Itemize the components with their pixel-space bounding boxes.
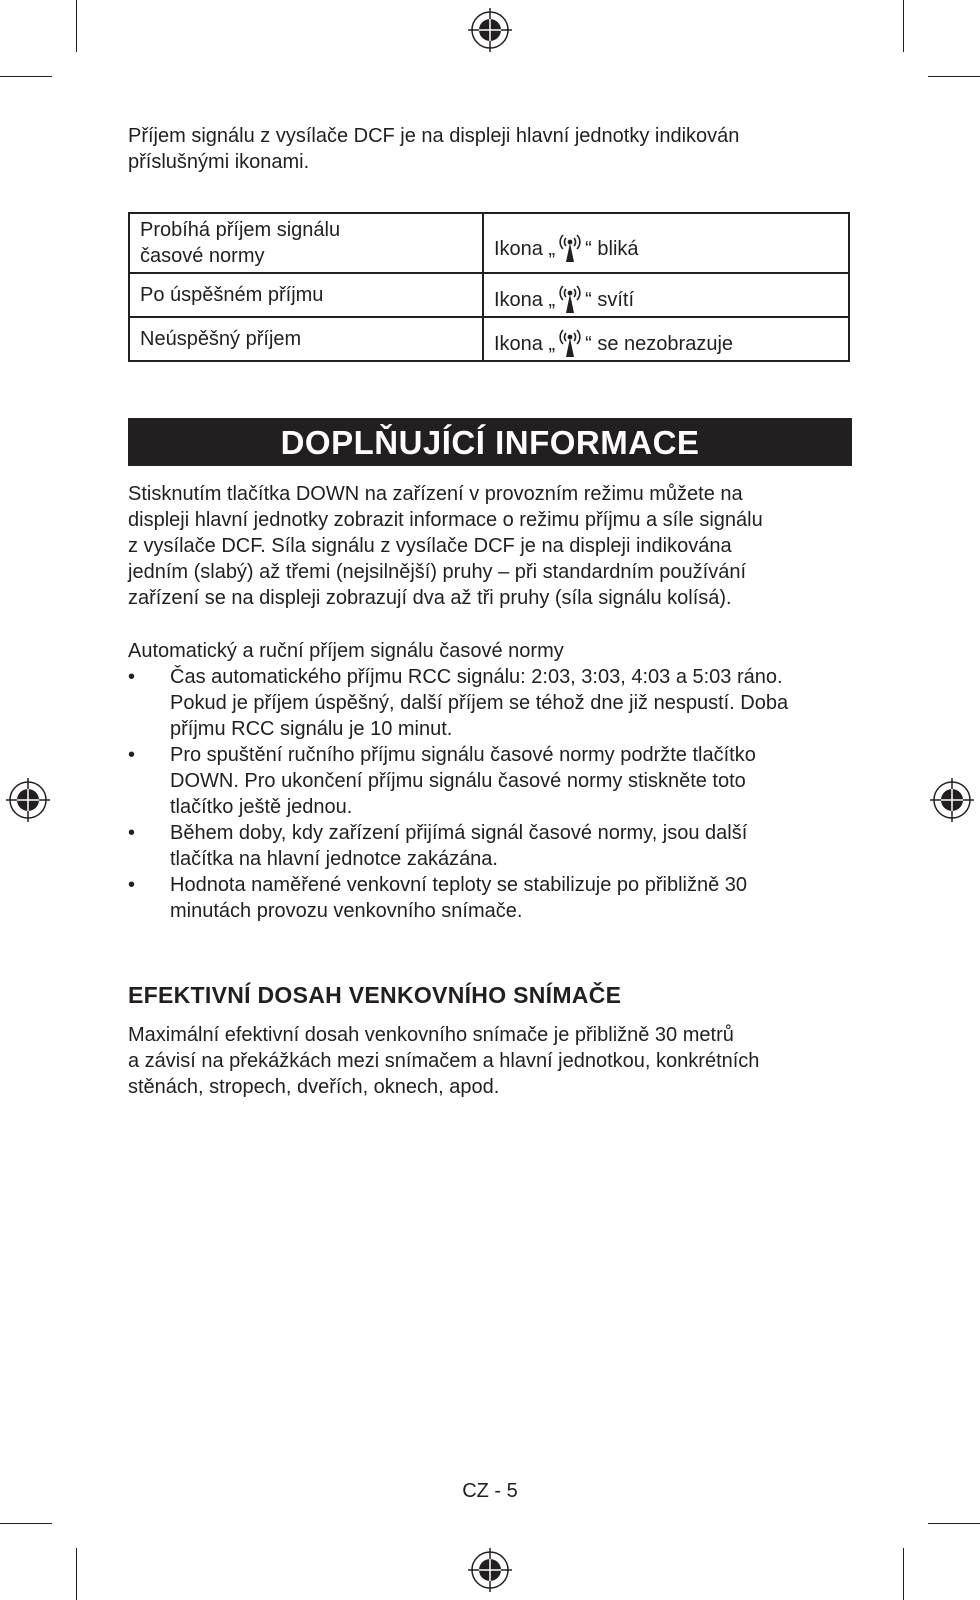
crop-mark (928, 76, 980, 77)
table-cell-icon-state (483, 317, 849, 361)
list-line: Čas automatického příjmu RCC signálu: 2:03, 3:03, 4:03 a 5:03 ráno. (170, 666, 783, 688)
section-title-banner: DOPLŇUJÍCÍ INFORMACE (128, 418, 852, 466)
intro-line: příslušnými ikonami. (128, 151, 310, 173)
list-item (128, 820, 858, 872)
bullet-icon: • (128, 666, 136, 688)
list-line: tlačítko ještě jednou. (170, 796, 353, 818)
section-paragraph (128, 481, 858, 611)
table-row (129, 317, 849, 361)
icon-suffix: “ se nezobrazuje (585, 333, 734, 355)
list-line: Pro spuštění ručního příjmu signálu časové normy podržte tlačítko (170, 744, 756, 766)
antenna-signal-icon (556, 231, 584, 263)
paragraph-line: zařízení se na displeji zobrazují dva až tři pruhy (síla signálu kolísá). (128, 587, 732, 609)
list-item (128, 664, 858, 742)
icon-suffix: “ svítí (585, 289, 635, 311)
crop-mark (903, 1548, 904, 1600)
paragraph-line: a závisí na překážkách mezi snímačem a hlavní jednotkou, konkrétních (128, 1050, 760, 1072)
bullet-list (128, 664, 858, 924)
antenna-signal-icon (556, 326, 584, 358)
table-cell-icon-state (483, 213, 849, 273)
icon-prefix: Ikona „ (494, 238, 556, 260)
list-line: Hodnota naměřené venkovní teploty se stabilizuje po přibližně 30 (170, 874, 748, 896)
subheading: Automatický a ruční příjem signálu časové normy (128, 640, 564, 662)
cell-line: Probíhá příjem signálu (140, 219, 341, 241)
crop-mark (76, 1548, 77, 1600)
registration-mark-icon (468, 1548, 512, 1592)
list-line: Během doby, kdy zařízení přijímá signál časové normy, jsou další (170, 822, 748, 844)
paragraph-line: Stisknutím tlačítka DOWN na zařízení v provozním režimu můžete na (128, 483, 743, 505)
table-row (129, 213, 849, 273)
range-paragraph (128, 1022, 858, 1100)
table-cell-state (129, 317, 483, 361)
crop-mark (928, 1523, 980, 1524)
registration-mark-icon (930, 778, 974, 822)
cell-line: Po úspěšném příjmu (140, 284, 324, 306)
icon-prefix: Ikona „ (494, 289, 556, 311)
table-row (129, 273, 849, 317)
crop-mark (76, 0, 77, 52)
icon-suffix: “ bliká (585, 238, 639, 260)
registration-mark-icon (468, 8, 512, 52)
list-line: Pokud je příjem úspěšný, další příjem se téhož dne již nespustí. Doba (170, 692, 789, 714)
crop-mark (0, 1523, 52, 1524)
list-line: příjmu RCC signálu je 10 minut. (170, 718, 453, 740)
list-line: tlačítka na hlavní jednotce zakázána. (170, 848, 498, 870)
signal-reception-table (128, 212, 850, 362)
paragraph-line: displeji hlavní jednotky zobrazit informace o režimu příjmu a síle signálu (128, 509, 763, 531)
list-item (128, 872, 858, 924)
cell-line: Neúspěšný příjem (140, 328, 302, 350)
antenna-signal-icon (556, 282, 584, 314)
paragraph-line: jedním (slabý) až třemi (nejsilnější) pruhy – při standardním používání (128, 561, 747, 583)
table-cell-state (129, 273, 483, 317)
registration-mark-icon (6, 778, 50, 822)
paragraph-line: Maximální efektivní dosah venkovního snímače je přibližně 30 metrů (128, 1024, 734, 1046)
crop-mark (903, 0, 904, 52)
bullet-icon: • (128, 744, 136, 766)
crop-mark (0, 76, 52, 77)
list-item (128, 742, 858, 820)
list-line: DOWN. Pro ukončení příjmu signálu časové normy stiskněte toto (170, 770, 746, 792)
paragraph-line: stěnách, stropech, dveřích, oknech, apod. (128, 1076, 500, 1098)
list-line: minutách provozu venkovního snímače. (170, 900, 523, 922)
bullet-icon: • (128, 874, 136, 896)
range-heading: EFEKTIVNÍ DOSAH VENKOVNÍHO SNÍMAČE (128, 982, 622, 1008)
page-number: CZ - 5 (462, 1480, 518, 1502)
table-cell-state (129, 213, 483, 273)
cell-line: časové normy (140, 245, 265, 267)
table-cell-icon-state (483, 273, 849, 317)
icon-prefix: Ikona „ (494, 333, 556, 355)
intro-paragraph (128, 123, 848, 175)
bullet-icon: • (128, 822, 136, 844)
paragraph-line: z vysílače DCF. Síla signálu z vysílače DCF je na displeji indikována (128, 535, 732, 557)
intro-line: Příjem signálu z vysílače DCF je na displeji hlavní jednotky indikován (128, 125, 740, 147)
